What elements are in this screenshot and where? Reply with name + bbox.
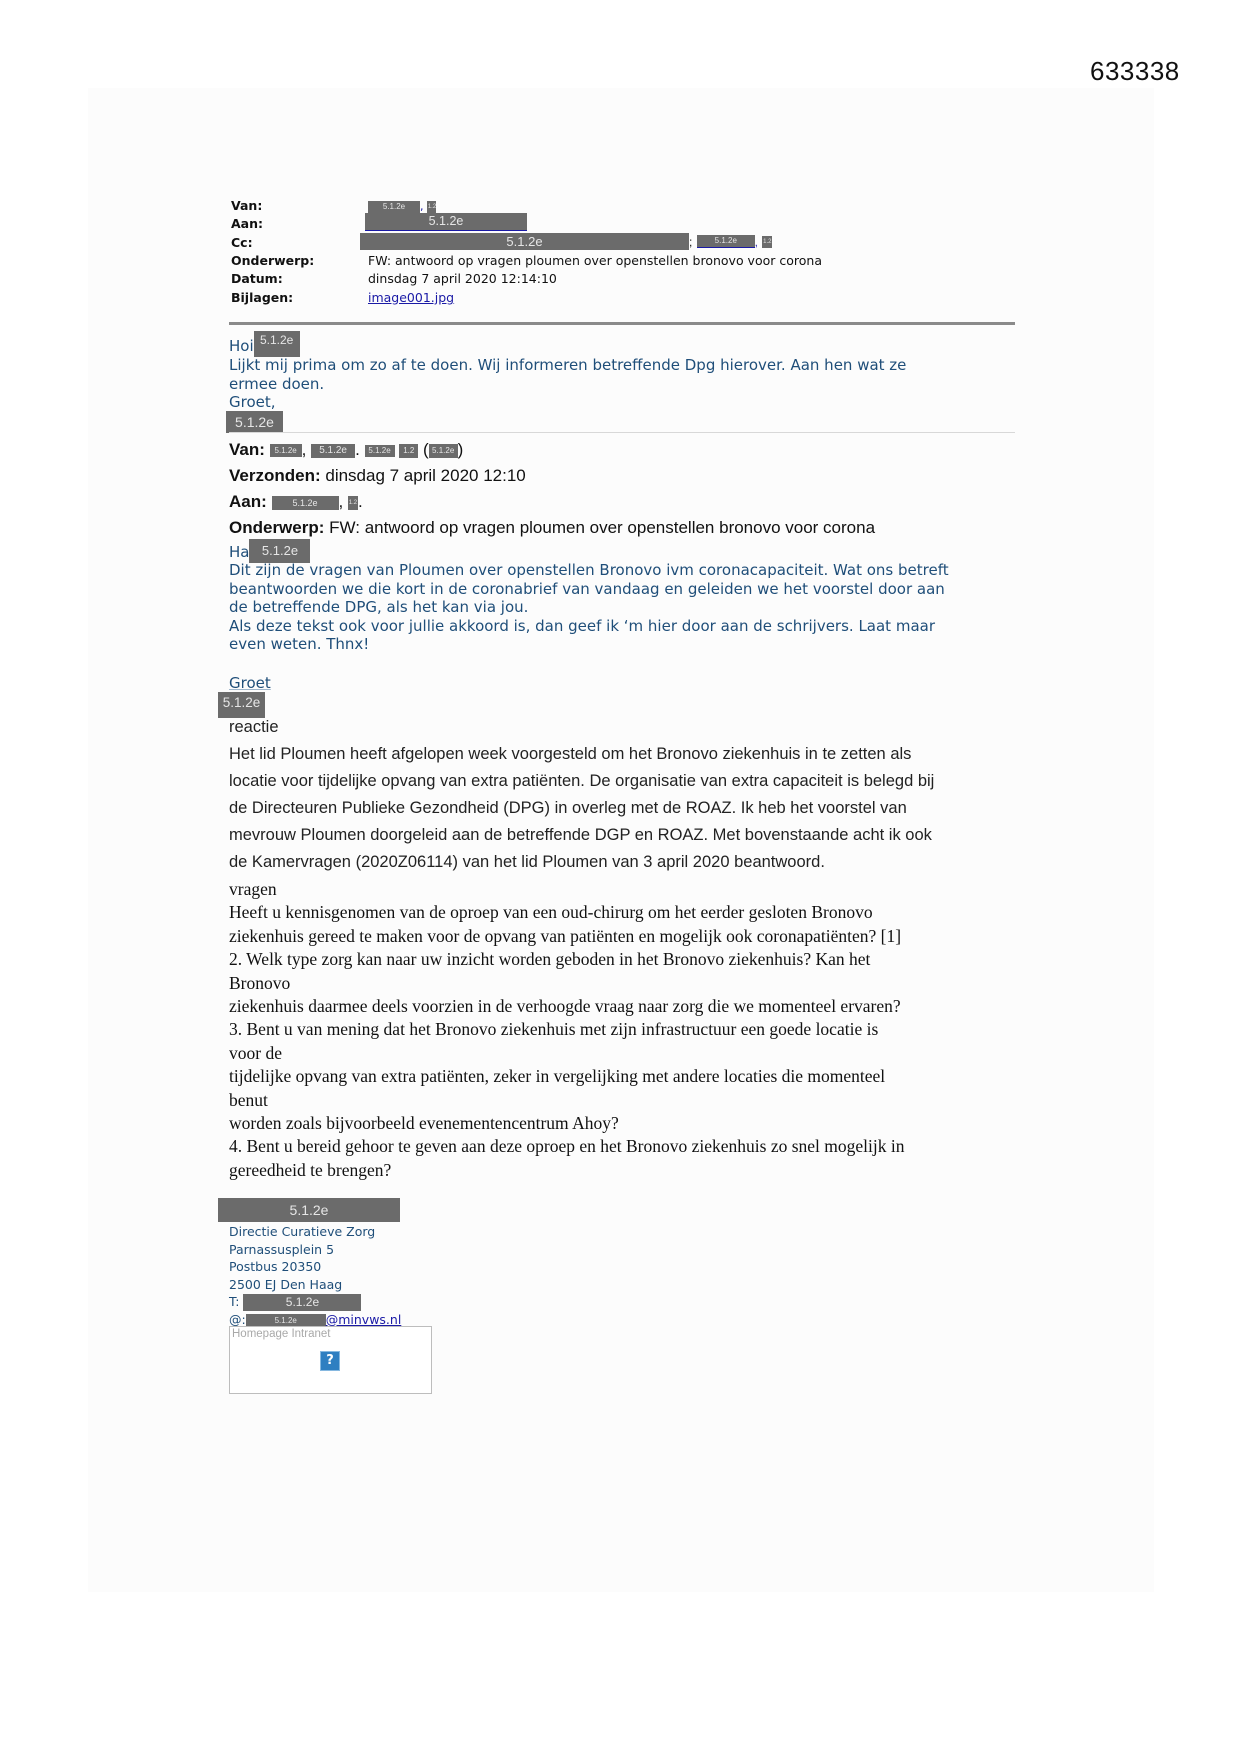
redaction: 5.1.2e xyxy=(243,1294,361,1311)
redaction: 5.1.2e xyxy=(368,201,420,213)
greeting-text: Ha xyxy=(229,543,250,561)
fwd-verzonden-label: Verzonden: xyxy=(229,466,321,485)
fwd-body-line: de betreffende DPG, als het kan via jou. xyxy=(229,598,529,616)
reactie-line: de Kamervragen (2020Z06114) van het lid Ploumen van 3 april 2020 beantwoord. xyxy=(229,853,825,871)
redaction: 5.1.2e xyxy=(272,496,339,510)
redaction: 1.2 xyxy=(427,201,436,213)
fwd-body-line: Als deze tekst ook voor jullie akkoord is, dan geef ik ‘m hier door aan de schrijvers. Laat maar xyxy=(229,616,935,635)
fwd-aan-label: Aan: xyxy=(229,492,267,511)
header-label-cc: Cc: xyxy=(231,235,253,250)
fwd-onderwerp xyxy=(229,518,875,538)
signature-name xyxy=(218,1198,400,1222)
cc-separator: ; xyxy=(689,235,693,249)
header-label-bijlagen: Bijlagen: xyxy=(231,290,294,305)
outer-body-line: Groet, xyxy=(229,393,276,411)
email-label: @: xyxy=(229,1311,246,1327)
reactie-heading: reactie xyxy=(229,718,279,736)
header-value-aan[interactable] xyxy=(365,213,527,231)
reactie-line: de Directeuren Publieke Gezondheid (DPG) in overleg met de ROAZ. Ik heb het voorstel van xyxy=(229,799,907,817)
vragen-line: worden zoals bijvoorbeeld evenementencentrum Ahoy? xyxy=(229,1113,619,1133)
fwd-greeting xyxy=(229,543,310,563)
redaction: 5.1.2e xyxy=(365,213,527,231)
header-value-van: 5.1.2e , 1.2 xyxy=(368,198,436,213)
reactie-line: locatie voor tijdelijke opvang van extra patiënten. De organisatie van extra capaciteit is belegd bij xyxy=(229,772,935,790)
header-label-onderwerp: Onderwerp: xyxy=(231,253,315,268)
redaction: 5.1.2e xyxy=(226,411,283,433)
header-divider xyxy=(229,322,1015,325)
fwd-van-label: Van: xyxy=(229,440,265,459)
fwd-onderwerp-label: Onderwerp: xyxy=(229,518,325,537)
redaction: 5.1.2e xyxy=(429,444,458,458)
redaction: 5.1.2e xyxy=(360,233,689,250)
redaction: 5.1.2e xyxy=(218,1198,400,1222)
outer-body-line: Lijkt mij prima om zo af te doen. Wij informeren betreffende Dpg hierover. Aan hen wat ze xyxy=(229,356,907,374)
header-label-datum: Datum: xyxy=(231,271,283,286)
vragen-line: Bronovo xyxy=(229,972,291,993)
outer-signature-name xyxy=(226,411,283,433)
redaction: 5.1.2e xyxy=(311,444,355,458)
fwd-verzonden xyxy=(229,466,526,486)
vragen-heading: vragen xyxy=(229,879,277,899)
fwd-body-line: Dit zijn de vragen van Ploumen over openstellen Bronovo ivm coronacapaciteit. Wat ons betreft xyxy=(229,561,949,579)
vragen-line: Heeft u kennisgenomen van de oproep van een oud-chirurg om het eerder gesloten Bronovo xyxy=(229,902,873,923)
outer-greeting xyxy=(229,333,300,357)
redaction: 5.1.2e xyxy=(365,445,395,457)
fwd-aan: Aan: 5.1.2e , 1.2. xyxy=(229,492,363,511)
document-number: 633338 xyxy=(1090,56,1180,86)
fwd-closing: Groet xyxy=(229,674,271,692)
fwd-body-line: even weten. Thnx! xyxy=(229,635,370,653)
header-value-cc: 5.1.2e ; 5.1.2e , 1.2 xyxy=(360,233,772,251)
reactie-line: Het lid Ploumen heeft afgelopen week voorgesteld om het Bronovo ziekenhuis in te zetten als xyxy=(229,745,912,763)
signature-line: 2500 EJ Den Haag xyxy=(229,1276,343,1292)
header-label-aan: Aan: xyxy=(231,216,264,231)
vragen-line: tijdelijke opvang van extra patiënten, zeker in vergelijking met andere locaties die momenteel xyxy=(229,1066,886,1087)
vragen-line: voor de xyxy=(229,1042,282,1063)
redaction: 1.2 xyxy=(762,236,772,248)
redaction: 5.1.2e xyxy=(218,692,265,718)
vragen-line: ziekenhuis daarmee deels voorzien in de verhoogde vraag naar zorg die we momenteel ervaren? xyxy=(229,996,901,1016)
redaction: 5.1.2e xyxy=(270,444,302,457)
signature-line: Directie Curatieve Zorg xyxy=(229,1224,376,1239)
intranet-image-placeholder[interactable] xyxy=(229,1326,432,1394)
outer-body-line: ermee doen. xyxy=(229,374,325,393)
fwd-verzonden-value: dinsdag 7 april 2020 12:10 xyxy=(325,466,526,485)
vragen-line: 2. Welk type zorg kan naar uw inzicht worden geboden in het Bronovo ziekenhuis? Kan het xyxy=(229,949,871,970)
email-link[interactable]: @minvws.nl xyxy=(325,1311,402,1327)
vragen-line: 4. Bent u bereid gehoor te geven aan deze oproep en het Bronovo ziekenhuis zo snel mogelijk in xyxy=(229,1136,905,1157)
fwd-van: Van: 5.1.2e , 5.1.2e . 5.1.2e 1.2 ( 5.1.2e ) xyxy=(229,440,464,459)
signature-line: Postbus 20350 xyxy=(229,1259,322,1274)
redaction: 5.1.2e xyxy=(246,1314,326,1327)
signature-line: Parnassusplein 5 xyxy=(229,1241,335,1257)
redaction: 1.2 xyxy=(348,496,358,510)
redaction: 5.1.2e xyxy=(254,331,300,357)
intranet-label: Homepage Intranet xyxy=(232,1328,331,1340)
header-value-onderwerp: FW: antwoord op vragen ploumen over openstellen bronovo voor corona xyxy=(368,253,822,268)
broken-image-icon: ? xyxy=(320,1351,340,1371)
greeting-text: Hoi xyxy=(229,337,254,355)
forward-divider xyxy=(229,432,1015,433)
reactie-line: mevrouw Ploumen doorgeleid aan de betreffende DGP en ROAZ. Met bovenstaande acht ik ook xyxy=(229,826,932,844)
header-label-van: Van: xyxy=(231,198,263,213)
header-value-bijlagen xyxy=(368,290,454,305)
fwd-body-line: beantwoorden we die kort in de coronabrief van vandaag en geleiden we het voorstel door aan xyxy=(229,579,945,598)
vragen-line: gereedheid te brengen? xyxy=(229,1159,392,1180)
header-value-datum: dinsdag 7 april 2020 12:14:10 xyxy=(368,271,557,286)
redaction: 5.1.2e xyxy=(697,235,755,248)
attachment-link[interactable]: image001.jpg xyxy=(368,290,455,305)
phone-label: T: xyxy=(229,1294,240,1309)
signature-phone xyxy=(229,1293,361,1311)
vragen-line: ziekenhuis gereed te maken voor de opvang van patiënten en mogelijk ook coronapatiënten? [1] xyxy=(229,925,902,946)
vragen-line: 3. Bent u van mening dat het Bronovo ziekenhuis met zijn infrastructuur een goede locatie is xyxy=(229,1019,879,1040)
fwd-onderwerp-value: FW: antwoord op vragen ploumen over openstellen bronovo voor corona xyxy=(329,518,876,537)
redaction: 5.1.2e xyxy=(249,539,310,563)
redaction: 1.2 xyxy=(399,444,418,458)
vragen-line: benut xyxy=(229,1089,268,1110)
